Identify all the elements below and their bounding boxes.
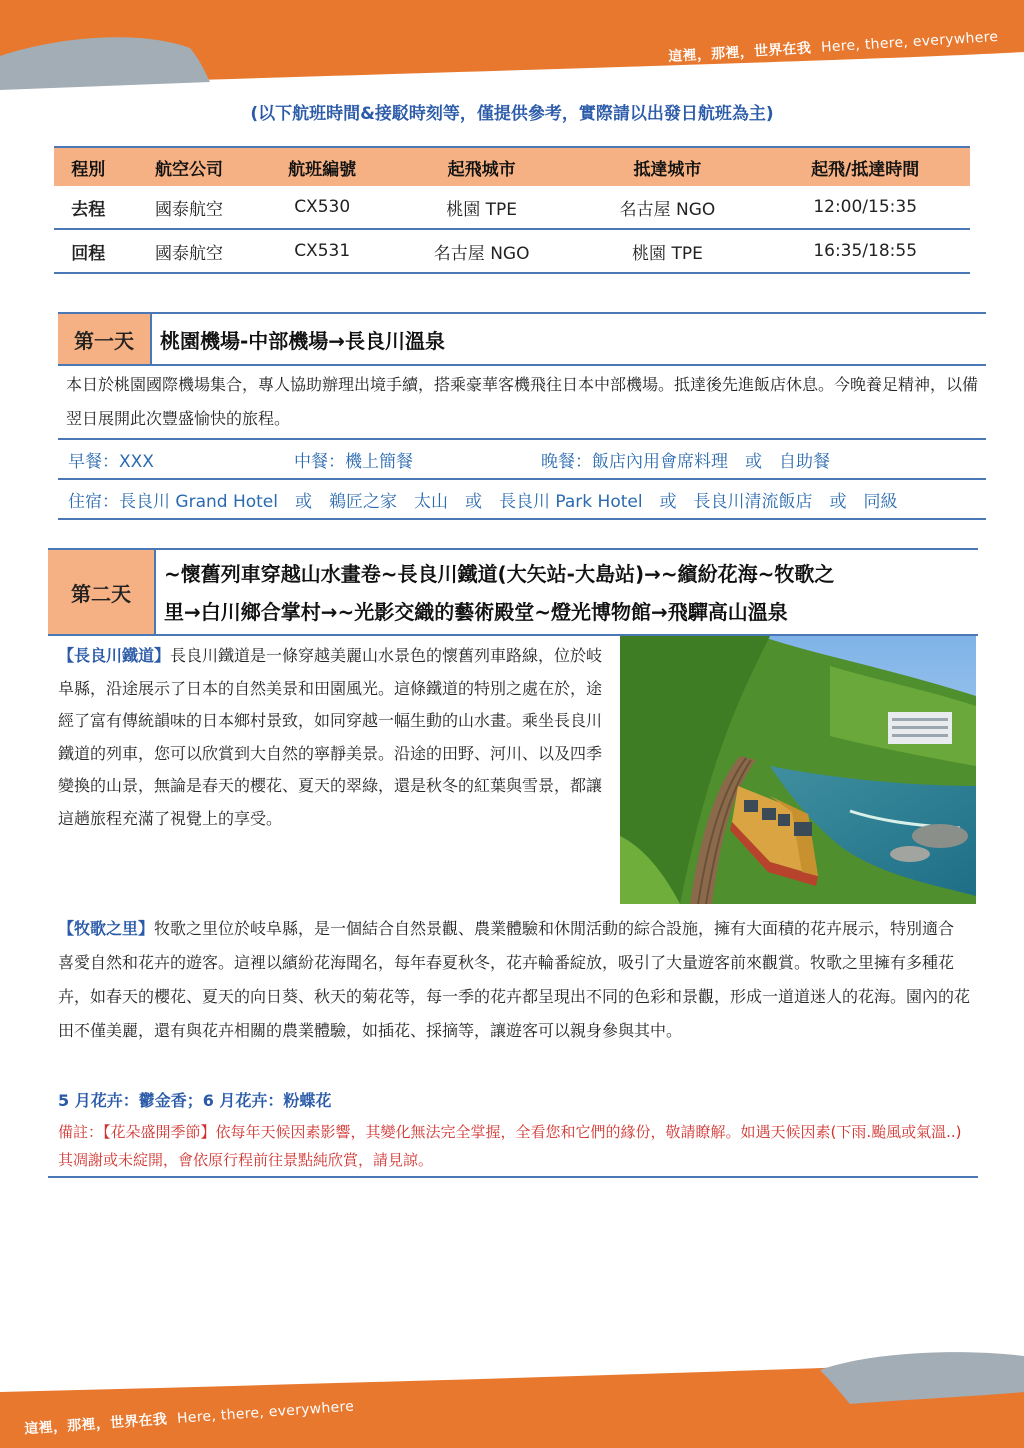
cell-arrival-city: 名古屋 NGO [575,186,761,229]
top-slogan-en: Here, there, everywhere [820,28,999,56]
top-slogan-zh: 這裡，那裡，世界在我 [667,40,812,66]
header-departure-city: 起飛城市 [389,147,575,186]
day2-title-line2: 里→白川鄉合掌村→~光影交織的藝術殿堂~燈光博物館→飛驒高山溫泉 [164,600,788,624]
day1-description: 本日於桃園國際機場集合，專人協助辦理出境手續，搭乘豪華客機飛往日本中部機場。抵達後先進飯店休息。今晚養足精神，以備翌日展開此次豐盛愉快的旅程。 [66,375,979,428]
cell-airline: 國泰航空 [122,229,255,273]
cell-departure-city: 桃園 TPE [389,186,575,229]
makiuta-heading: 【牧歌之里】 [58,919,155,938]
cell-direction: 回程 [54,229,122,273]
rail-paragraph [58,640,608,835]
cell-time: 16:35/18:55 [760,229,970,273]
day1-title: 桃園機場-中部機場→長良川溫泉 [160,328,446,353]
cell-airline: 國泰航空 [122,186,255,229]
table-row [54,186,970,229]
bottom-slogan-zh: 這裡，那裡，世界在我 [23,1411,168,1438]
cell-flight-no: CX531 [256,229,389,273]
day2-title [156,550,834,634]
railway-illustration [620,636,976,904]
day1-hotel: 住宿：長良川 Grand Hotel 或 鵜匠之家 太山 或 長良川 Park Hotel 或 長良川清流飯店 或 同級 [58,478,986,520]
header-direction: 程別 [54,147,122,186]
cell-flight-no: CX530 [256,186,389,229]
flight-table-header [54,147,970,186]
bottom-slogan-en: Here, there, everywhere [176,1398,355,1427]
day2-label: 第二天 [48,550,156,634]
section-divider [48,1176,978,1178]
header-time: 起飛/抵達時間 [760,147,970,186]
day1-meals [58,438,986,478]
header-airline: 航空公司 [122,147,255,186]
day1-lunch: 中餐：機上簡餐 [294,451,413,472]
top-banner [0,0,1024,95]
day1-label: 第一天 [58,314,152,364]
flower-remark: 備註：【花朵盛開季節】依每年天候因素影響，其變化無法完全掌握，全看您和它們的緣份，敬請瞭解。如遇天候因素(下雨.颱風或氣溫..)其凋謝或未綻開，會依原行程前往景點純欣賞，請見諒。 [58,1123,962,1169]
day2-header [48,548,978,636]
cell-time: 12:00/15:35 [760,186,970,229]
day1-dinner: 晚餐：飯店內用會席料理 或 自助餐 [541,451,830,472]
day2-title-line1: ~懷舊列車穿越山水畫卷~長良川鐵道(大矢站-大島站)→~繽紛花海~牧歌之 [164,562,835,586]
day1-section [58,312,986,520]
header-arrival-city: 抵達城市 [575,147,761,186]
day1-header [58,312,986,366]
flower-season: 5 月花卉：鬱金香；6 月花卉：粉蝶花 [58,1091,332,1110]
makiuta-text: 牧歌之里位於岐阜縣，是一個結合自然景觀、農業體驗和休閒活動的綜合設施，擁有大面積的花卉展示，特別適合喜愛自然和花卉的遊客。這裡以繽紛花海聞名，每年春夏秋冬，花卉輪番綻放，吸引了大量遊客前來觀賞。牧歌之里擁有多種花卉，如春天的櫻花、夏天的向日葵、秋天的菊花等，每一季的花卉都呈現出不同的色彩和景觀，形成一道道迷人的花海。園內的花田不僅美麗，還有與花卉相關的農業體驗，如插花、採摘等，讓遊客可以親身參與其中。 [58,919,971,1040]
header-flight-no: 航班編號 [256,147,389,186]
day2-section [48,548,978,636]
flight-notice: (以下航班時間&接駁時刻等，僅提供參考，實際請以出發日航班為主) [250,104,774,124]
cell-arrival-city: 桃園 TPE [575,229,761,273]
bottom-banner-shape [0,1352,1024,1448]
nagaragawa-railway-photo [620,636,976,904]
bottom-banner [0,1352,1024,1448]
table-row [54,229,970,273]
cell-departure-city: 名古屋 NGO [389,229,575,273]
flight-table [54,146,970,274]
makiuta-paragraph [58,912,970,1048]
day1-breakfast: 早餐：XXX [68,451,154,472]
rail-text: 長良川鐵道是一條穿越美麗山水景色的懷舊列車路線，位於岐阜縣，沿途展示了日本的自然美景和田園風光。這條鐵道的特別之處在於，途經了富有傳統韻味的日本鄉村景致，如同穿越一幅生動的山水畫。乘坐長良川鐵道的列車，您可以欣賞到大自然的寧靜美景。沿途的田野、河川、以及四季變換的山景，無論是春天的櫻花、夏天的翠綠，還是秋冬的紅葉與雪景，都讓這趟旅程充滿了視覺上的享受。 [58,646,603,828]
cell-direction: 去程 [54,186,122,229]
rail-heading: 【長良川鐵道】 [58,646,171,665]
